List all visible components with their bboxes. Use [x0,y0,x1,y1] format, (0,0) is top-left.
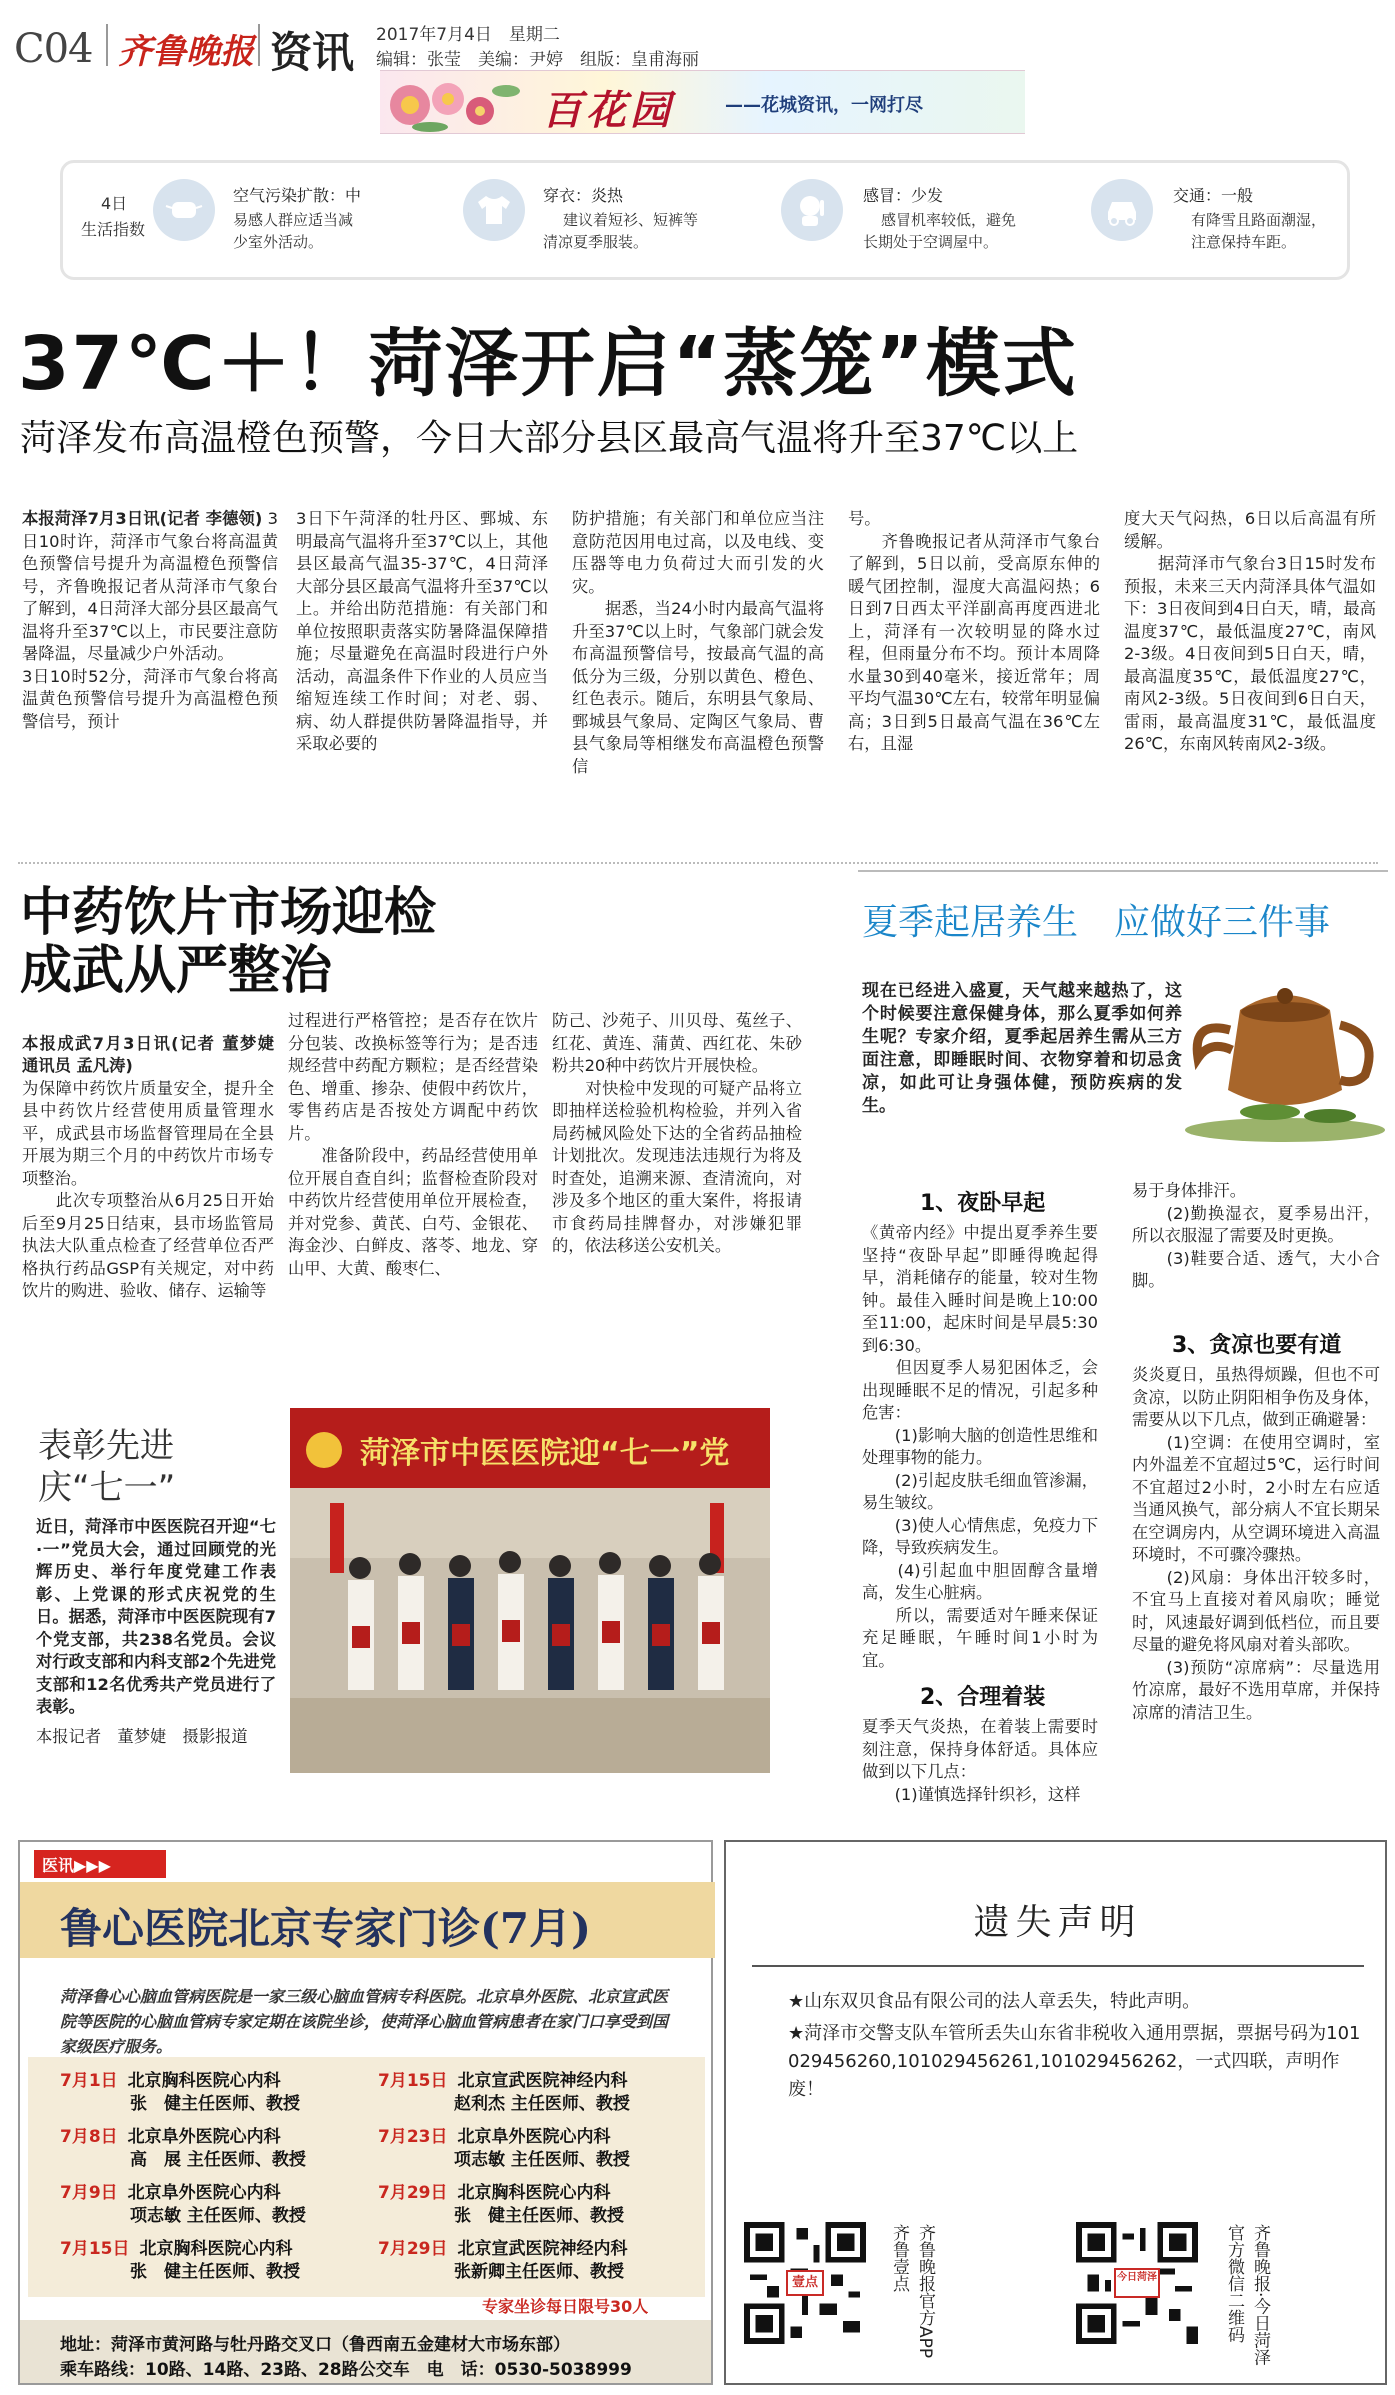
lost-notice [724,1840,1387,2385]
party-meeting-photo [290,1408,770,1773]
story1-column-4: 号。 齐鲁晚报记者从菏泽市气象台了解到，5日以前，受高原东伸的暖气团控制，湿度大高温闷热；6日到7日西太平洋副高再度西进北上，菏泽有一次较明显的降水过程，但雨量分布不均。预计本周降水量30到40毫米，接近常年；周平均气温30℃左右，较常年明显偏高；3日到5日最高气温在36℃左右，且湿 [848,509,1100,753]
schedule-entry: 7月9日 北京阜外医院心内科 项志敏 主任医师、教授 [60,2183,306,2226]
daily-limit-note: 专家坐诊每日限号30人 [482,2297,649,2316]
index-text: 少室外活动。 [233,233,324,251]
main-headline: 37℃＋！菏泽开启“蒸笼”模式 [18,321,1078,407]
photo-banner-text: 菏泽市中医医院迎“七一”党 [360,1436,730,1471]
story3-intro: 现在已经进入盛夏，天气越来越热了，这个时候要注意保健身体，那么夏季如何养生呢？专家介绍，夏季起居养生需从三方面注意，即睡眠时间、衣物穿着和切忌贪凉，如此可让身强体健，预防疾病的发生。 [862,981,1182,1116]
story3-subhead-dress: 2、合理着装 [920,1685,1046,1710]
story3-rule [858,870,1388,872]
story1-column-2: 3日下午菏泽的牡丹区、鄄城、东明最高气温将升至37℃以上，其他县区最高气温35-37℃，4日菏泽大部分县区最高气温将升至37℃以上。并给出防范措施：有关部门和单位按照职责落实防暑降温保障措施；尽量避免在高温时段进行户外活动，高温条件下作业的人员应当缩短连续工作时间；对老、弱、病、幼人群提供防暑降温指导，并采取必要的 [296,509,548,753]
index-title: 空气污染扩散：中 [233,186,362,205]
index-text: 清凉夏季服装。 [543,233,649,251]
life-index-panel [60,160,1350,280]
car-icon [1091,179,1153,241]
index-label: 生活指数 [81,220,146,239]
story2-headline-line2: 成武从严整治 [20,941,333,1001]
column-banner [380,70,1025,134]
hospital-address: 地址：菏泽市黄河路与牡丹路交叉口（鲁西南五金建材大市场东部） [60,2335,570,2355]
photo-story-text: 近日，菏泽市中医医院召开迎“七·一”党员大会，通过回顾党的光辉历史、举行年度党建工作表彰、上党课的形式庆祝党的生日。据悉，菏泽市中医医院现有7个党支部，共238名党员。会议对行政支部和内科支部2个先进党支部和12名优秀共产党员进行了表彰。 [36,1517,276,1716]
dateline: 本报菏泽7月3日讯(记者 李德领) [22,509,263,528]
index-text: 建议着短衫、短裤等 [563,211,699,229]
schedule-entry: 7月29日 北京胸科医院心内科 张 健主任医师、教授 [378,2183,624,2226]
story3-column-2b: 炎炎夏日，虽热得烦躁，但也不可贪凉，以防止阴阳相争伤及身体，需要从以下几点，做到正确避暑： (1)空调：在使用空调时，室内外温差不宜超过5℃，运行时间不宜超过2小时，2小时左右应适当通风换气，部分病人不宜长期呆在空调房内，从空调环境进入高温环境时，不可骤冷骤热。 (2)风扇：身体出汗较多时，不宜马上直接对着风扇吹；睡觉时，风速最好调到低档位，而且要尽量的避免将风扇对着头部吹。 (3)预防“凉席病”：尽量选用竹凉席，最好不选用草席，并保持凉席的清洁卫生。 [1132,1365,1380,1722]
index-title: 感冒：少发 [863,186,944,205]
article-text: 为保障中药饮片质量安全，提升全县中药饮片经营使用质量管理水平，成武县市场监督管理局在全县开展为期三个月的中药饮片市场专项整治。 此次专项整治从6月25日开始后至9月25日结束，县市场监管局执法大队重点检查了经营单位否严格执行药品GSP有关规定，对中药饮片的购进、验收、储存、运输等 [22,1078,274,1300]
tshirt-icon [463,179,525,241]
photo-story-headline-line2: 庆“七一” [38,1468,176,1508]
schedule-entry: 7月23日 北京阜外医院心内科 项志敏 主任医师、教授 [378,2127,630,2170]
section-title: 资讯 [270,28,355,77]
story1-column-5: 度大天气闷热，6日以后高温有所缓解。 据菏泽市气象台3日15时发布预报，未来三天内菏泽具体气温如下：3日夜间到4日白天，晴，最高温度37℃，最低温度27℃，南风2-3级。4日夜间到5日白天，晴，最高温度35℃，最低温度27℃，南风2-3级。5日夜间到6日白天，雷雨，最高温度31℃，最低温度26℃，东南风转南风2-3级。 [1124,509,1376,753]
index-text: 感冒机率较低，避免 [881,211,1017,229]
cold-icon [781,179,843,241]
header-divider [106,24,108,66]
story1-column-3: 防护措施；有关部门和单位应当注意防范因用电过高，以及电线、变压器等电力负荷过大而引发的火灾。 据悉，当24小时内最高气温将升至37℃以上时，气象部门就会发布高温预警信号，按最高气温的高低分为三级，分别以黄色、橙色、红色表示。随后，东明县气象局、鄄城县气象局、定陶区气象局、曹县气象局等相继发布高温橙色预警信 [572,509,824,776]
photo-byline: 本报记者 董梦婕 摄影报道 [36,1727,248,1746]
index-title: 交通：一般 [1173,186,1254,205]
teapot-illustration [1180,940,1390,1145]
story2-column-2: 过程进行严格管控；是否存在饮片分包装、改换标签等行为；是否违规经营中药配方颗粒；是否经营染色、增重、掺杂、使假中药饮片，零售药店是否按处方调配中药饮片。 准备阶段中，药品经营使用单位开展自查自纠；监督检查阶段对中药饮片经营使用单位开展检查，并对党参、黄芪、白芍、金银花、海金沙、白鲜皮、落苓、地龙、穿山甲、大黄、酸枣仁、 [288,1011,538,1278]
story1-column-1 [22,508,278,733]
ad-badge-label: 医讯▶▶▶ [42,1856,111,1875]
notice-item: ★菏泽市交警支队车管所丢失山东省非税收入通用票据，票据号码为101029456260,101029456261,101029456262，一式四联，声明作废！ [788,2023,1361,2100]
issue-date: 2017年7月4日 星期二 [376,25,560,45]
dateline: 本报成武7月3日讯(记者 董梦婕 通讯员 孟凡涛) [22,1033,291,1075]
story3-subhead-cool: 3、贪凉也要有道 [1172,1333,1342,1358]
ad-intro: 菏泽鲁心心脑血管病医院是一家三级心脑血管病专科医院。北京阜外医院、北京宣武医院等医院的心脑血管病专家定期在该院坐诊，使菏泽心脑血管病患者在家门口享受到国家级医疗服务。 [60,1987,669,2056]
schedule-entry: 7月15日 北京宣武医院神经内科 赵利杰 主任医师、教授 [378,2071,630,2114]
index-title: 穿衣：炎热 [543,186,624,205]
banner-slogan: ——花城资讯，一网打尽 [725,95,923,116]
article-text: 3日10时许，菏泽市气象台将高温黄色预警信号提升为高温橙色预警信号，齐鲁晚报记者从菏泽市气象台了解到，4日菏泽大部分县区最高气温将升至37℃以上，市民要注意防暑降温，尽量减少户外活动。 [22,509,278,663]
mask-icon [153,179,215,241]
wechat-qr-code[interactable] [1076,2222,1198,2344]
index-text: 易感人群应适当减 [233,211,354,229]
header-divider [258,24,260,66]
ad-title-bar [20,1882,715,1958]
ad-title: 鲁心医院北京专家门诊(7月) [60,1904,591,1953]
section-divider [18,862,1378,864]
article-text: 3日10时52分，菏泽市气象台将高温黄色预警信号提升为高温橙色预警信号，预计 [22,666,278,731]
story3-column-1b: 夏季天气炎热，在着装上需要时刻注意，保持身体舒适。具体应做到以下几点： (1)谨慎选择针织衫，这样 [862,1717,1098,1804]
story2-column-3: 防己、沙苑子、川贝母、菟丝子、红花、黄连、蒲黄、西红花、朱砂粉共20种中药饮片开展快检。 对快检中发现的可疑产品将立即抽样送检验机构检验，并列入省局药械风险处下达的全省药品抽检计划批次。发现违法违规行为将及时查处，追溯来源、查清流向，对涉及多个地区的重大案件，将报请市食药局挂牌督办，对涉嫌犯罪的，依法移送公安机关。 [552,1011,802,1255]
story3-column-1: 《黄帝内经》中提出夏季养生要坚持“夜卧早起”即睡得晚起得早，消耗储存的能量，较对生物钟。最佳入睡时间是晚上10:00至11:00，起床时间是早晨5:30到6:30。 但因夏季人易犯困体乏，会出现睡眠不足的情况，引起多种危害： (1)影响大脑的创造性思维和处理事物的能力。 (2)引起皮肤毛细血管渗漏，易生皱纹。 (3)使人心情焦虑，免疫力下降，导致疾病发生。 (4)引起血中胆固醇含量增高，发生心脏病。 所以，需要适对午睡来保证充足睡眠，午睡时间1小时为宜。 [862,1223,1098,1670]
index-date: 4日 [101,194,128,213]
story3-subhead-sleep: 1、夜卧早起 [920,1191,1046,1216]
story3-column-2a: 易于身体排汗。 (2)勤换湿衣，夏季易出汗，所以衣服湿了需要及时更换。 (3)鞋要合适、透气，大小合脚。 [1132,1181,1380,1290]
story2-headline-line1: 中药饮片市场迎检 [20,883,437,943]
app-qr-code[interactable] [744,2222,866,2344]
bus-route-phone: 乘车路线：10路、14路、23路、28路公交车 电 话：0530-5038999 [60,2360,632,2380]
main-subheadline: 菏泽发布高温橙色预警，今日大部分县区最高气温将升至37℃以上 [20,418,1079,459]
wechat-logo: 今日菏泽 [1114,2268,1160,2298]
schedule-entry: 7月8日 北京阜外医院心内科 高 展 主任医师、教授 [60,2127,306,2170]
story2-column-1 [22,1010,291,1303]
flower-illustration [380,71,530,135]
schedule-entry: 7月1日 北京胸科医院心内科 张 健主任医师、教授 [60,2071,300,2114]
schedule-entry: 7月29日 北京宣武医院神经内科 张新卿主任医师、教授 [378,2239,628,2282]
notice-rule [752,1965,1364,1967]
notice-item: ★山东双贝食品有限公司的法人章丢失，特此声明。 [788,1991,1201,2012]
notice-title: 遗失声明 [973,1902,1142,1943]
photo-story-headline-line1: 表彰先进 [38,1426,174,1466]
wechat-qr-caption: 齐鲁晚报·今日菏泽 官方微信二维码 [1224,2224,1270,2366]
banner-title: 百花园 [542,87,674,134]
app-qr-caption: 齐鲁晚报官方APP 齐鲁壹点 [889,2224,935,2359]
story3-headline: 夏季起居养生 应做好三件事 [862,902,1331,943]
editor-credits: 编辑：张莹 美编：尹婷 组版：皇甫海丽 [376,50,699,70]
index-text: 注意保持车距。 [1191,233,1297,251]
app-logo: 壹点 [786,2270,824,2296]
index-text: 有降雪且路面潮湿， [1191,211,1327,229]
page-number: C04 [14,26,93,72]
hospital-ad [18,1840,713,2385]
ad-badge [34,1850,166,1878]
newspaper-logo: 齐鲁晚报 [118,32,254,72]
index-text: 长期处于空调屋中。 [863,233,999,251]
schedule-entry: 7月15日 北京胸科医院心内科 张 健主任医师、教授 [60,2239,300,2282]
